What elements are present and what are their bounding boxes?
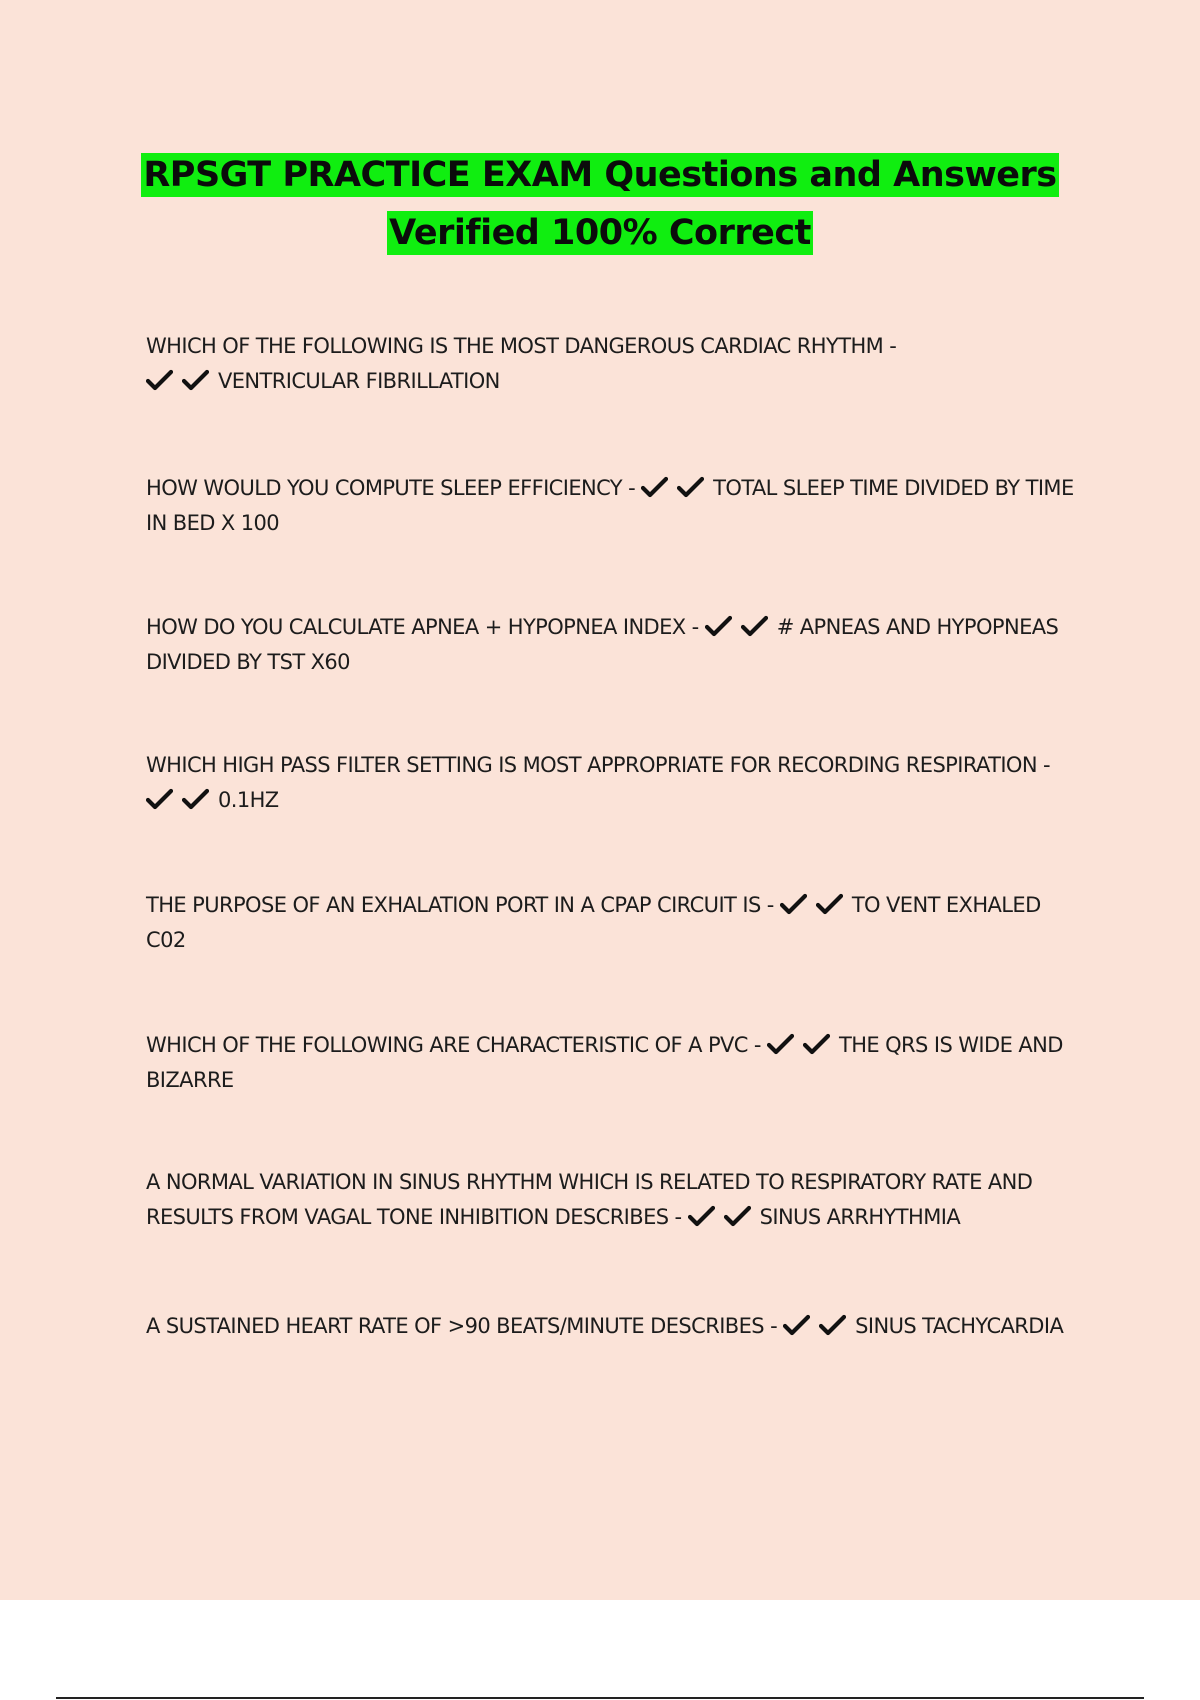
question-text: HOW DO YOU CALCULATE APNEA + HYPOPNEA INDEX - (146, 615, 699, 639)
question-text: A SUSTAINED HEART RATE OF >90 BEATS/MINUTE DESCRIBES - (146, 1314, 778, 1338)
question-text: WHICH HIGH PASS FILTER SETTING IS MOST APPROPRIATE FOR RECORDING RESPIRATION - (146, 753, 1051, 777)
answer-text: 0.1HZ (218, 788, 279, 812)
question-text: THE PURPOSE OF AN EXHALATION PORT IN A CPAP CIRCUIT IS - (146, 893, 774, 917)
answer-text: TO VENT EXHALED C02 (146, 893, 1041, 952)
title-line-1: RPSGT PRACTICE EXAM Questions and Answers (143, 155, 1057, 195)
answer-text: SINUS ARRHYTHMIA (759, 1205, 961, 1229)
check-icon (146, 788, 173, 810)
check-icon (819, 1314, 846, 1336)
check-icon (677, 476, 704, 498)
answer-text: TOTAL SLEEP TIME DIVIDED BY TIME IN BED X 100 (146, 476, 1074, 535)
check-icon (146, 369, 173, 391)
answer-text: # APNEAS AND HYPOPNEAS DIVIDED BY TST X60 (146, 615, 1059, 674)
question-text: WHICH OF THE FOLLOWING ARE CHARACTERISTIC OF A PVC - (146, 1033, 761, 1057)
question-text: WHICH OF THE FOLLOWING IS THE MOST DANGEROUS CARDIAC RHYTHM - (146, 334, 897, 358)
check-icon (816, 893, 843, 915)
check-icon (783, 1314, 810, 1336)
answer-text: VENTRICULAR FIBRILLATION (218, 369, 500, 393)
check-icon (182, 369, 209, 391)
qa-item (146, 471, 1086, 541)
document-title (0, 146, 1200, 262)
qa-item (146, 1309, 1086, 1344)
answer-text: SINUS TACHYCARDIA (855, 1314, 1064, 1338)
check-icon (780, 893, 807, 915)
qa-item (146, 748, 1086, 818)
qa-item (146, 329, 1086, 399)
footer-divider (56, 1697, 1144, 1699)
qa-item (146, 1028, 1086, 1098)
check-icon (724, 1205, 751, 1227)
answer-text: THE QRS IS WIDE AND BIZARRE (146, 1033, 1063, 1092)
question-text: A NORMAL VARIATION IN SINUS RHYTHM WHICH IS RELATED TO RESPIRATORY RATE AND RESULTS FROM VAGAL TONE INHIBITION DESCRIBES - (146, 1170, 1033, 1229)
check-icon (767, 1033, 794, 1055)
qa-item (146, 610, 1086, 680)
check-icon (641, 476, 668, 498)
check-icon (741, 615, 768, 637)
check-icon (688, 1205, 715, 1227)
check-icon (705, 615, 732, 637)
title-line-2: Verified 100% Correct (389, 213, 811, 253)
question-text: HOW WOULD YOU COMPUTE SLEEP EFFICIENCY - (146, 476, 636, 500)
check-icon (803, 1033, 830, 1055)
qa-item (146, 1165, 1086, 1235)
qa-item (146, 888, 1086, 958)
check-icon (182, 788, 209, 810)
